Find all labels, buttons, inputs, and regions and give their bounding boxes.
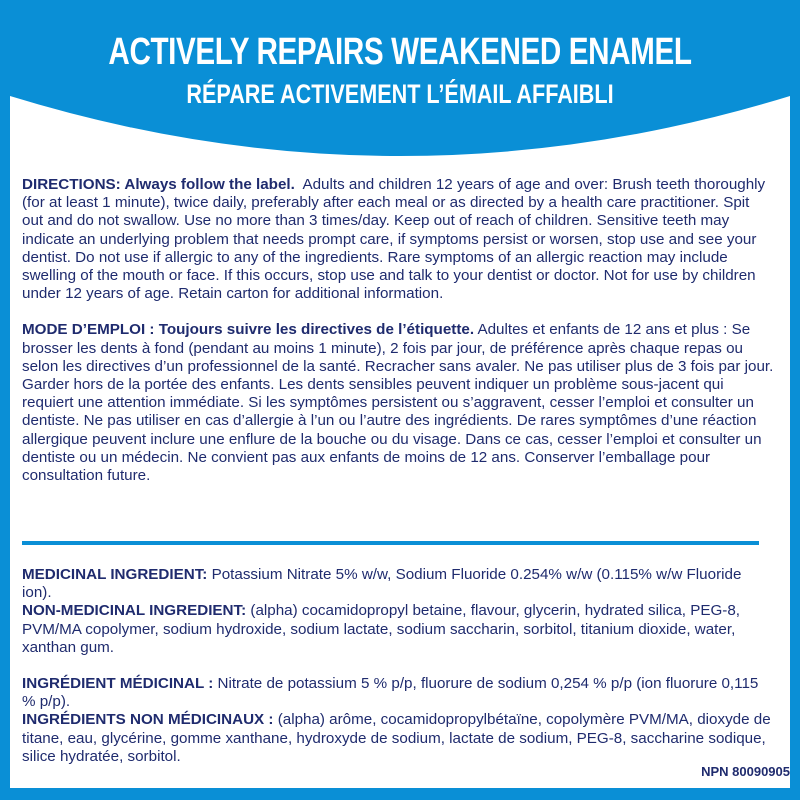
directions-english <box>22 176 774 303</box>
medicinal-ingredient-french-text: Nitrate de potassium 5 % p/p, fluorure de sodium 0,254 % p/p (ion fluorure 0,115 % p/p). <box>22 675 759 711</box>
medicinal-ingredient-french <box>22 675 774 711</box>
medicinal-ingredient-english-label: MEDICINAL INGREDIENT: <box>22 566 208 583</box>
headline-english: ACTIVELY REPAIRS WEAKENED ENAMEL <box>108 31 692 73</box>
directions-section <box>22 176 774 485</box>
spacer <box>22 657 774 675</box>
section-divider <box>22 541 759 545</box>
non-medicinal-ingredient-french-label: INGRÉDIENTS NON MÉDICINAUX : <box>22 711 274 729</box>
directions-english-text: Adults and children 12 years of age and over: Brush teeth thoroughly (for at least 1 minute), twice daily, preferably after each meal or as directed by a health care practitioner. Spit out and do not swallow. Use no more than 3 times/day. Keep out of reach of children. Sensitive teeth may indicate an underlying problem that needs prompt care, if symptoms persist or worsen, stop use and see your dentist. Do not use if allergic to any of the ingredients. Rare symptoms of an allergic reaction may include swelling of the mouth or face. If this occurs, stop use and talk to your dentist or doctor. Not for use by children under 12 years of age. Retain carton for additional information. <box>22 176 766 303</box>
medicinal-ingredient-english-text: Potassium Nitrate 5% w/w, Sodium Fluoride 0.254% w/w (0.115% w/w Fluoride ion). <box>22 566 742 602</box>
directions-french-text: Adultes et enfants de 12 ans et plus : Se brosser les dents à fond (pendant au moins 1 minute), 2 fois par jour, de préférence après chaque repas ou selon les directives d’un professionnel de la santé. Recracher sans avaler. Ne pas utiliser plus de 3 fois par jour. Garder hors de la portée des enfants. Les dents sensibles peuvent indiquer un problème sous-jacent qui requiert une attention immédiate. Si les symptômes persistent ou s’aggravent, cesser l’emploi et consulter un dentiste. Ne pas utiliser en cas d’allergie à l’un ou l’autre des ingrédients. De rares symptômes d’une réaction allergique peuvent inclure une enflure de la bouche ou du visage. Dans ce cas, cesser l’emploi et consulter un dentiste ou un médecin. Ne convient pas aux enfants de moins de 12 ans. Conserver l’emballage pour consultation future. <box>22 321 774 485</box>
non-medicinal-ingredient-french <box>22 711 774 766</box>
non-medicinal-ingredient-english-label: NON-MEDICINAL INGREDIENT: <box>22 602 247 620</box>
non-medicinal-ingredient-french-text: (alpha) arôme, cocamidopropylbétaïne, copolymère PVM/MA, dioxyde de titane, eau, glycérine, gomme xanthane, hydroxyde de sodium, lactate de sodium, PEG-8, saccharine sodique, silice hydratée, sorbitol. <box>22 711 771 765</box>
directions-french <box>22 321 774 485</box>
directions-english-label: DIRECTIONS: Always follow the label. <box>22 176 295 193</box>
non-medicinal-ingredient-english <box>22 602 774 657</box>
medicinal-ingredient-french-label: INGRÉDIENT MÉDICINAL : <box>22 675 214 693</box>
medicinal-ingredient-english <box>22 566 774 602</box>
non-medicinal-ingredient-english-text: (alpha) cocamidopropyl betaine, flavour, glycerin, hydrated silica, PEG-8, PVM/MA copolymer, sodium hydroxide, sodium lactate, sodium saccharin, sorbitol, titanium dioxide, water, xanthan gum. <box>22 602 741 656</box>
directions-french-label: MODE D’EMPLOI : Toujours suivre les directives de l’étiquette. <box>22 321 475 339</box>
headline-french: RÉPARE ACTIVEMENT L’ÉMAIL AFFAIBLI <box>186 79 614 109</box>
npn-number: NPN 80090905 <box>701 764 790 779</box>
ingredients-section <box>22 566 774 766</box>
